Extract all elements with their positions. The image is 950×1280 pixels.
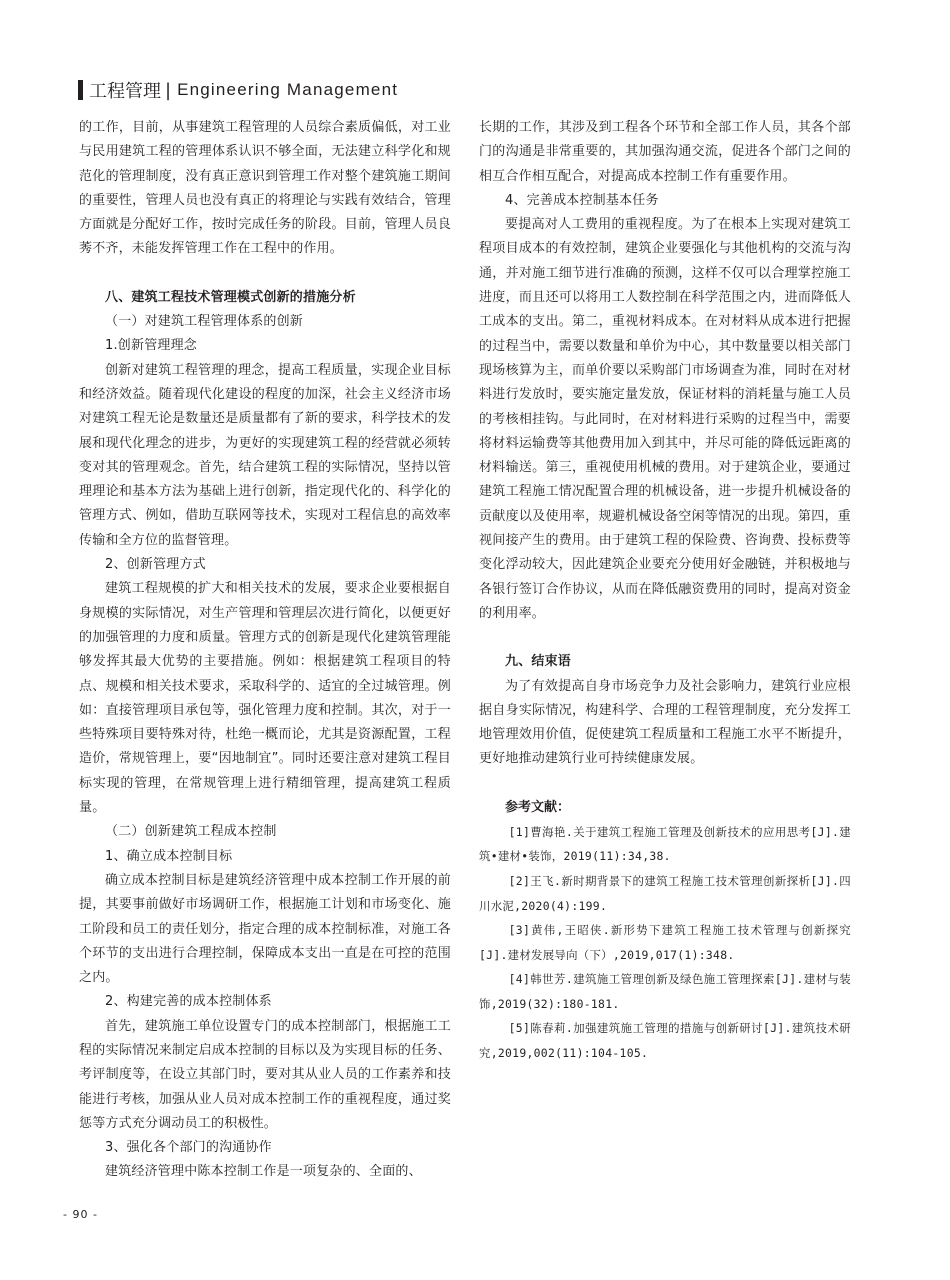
reference-item: [5]陈春莉.加强建筑施工管理的措施与创新研讨[J].建筑技术研究,2019,002(11):104-105.: [479, 1021, 851, 1061]
header-separator: |: [165, 79, 172, 101]
subsection-2-1-title: 1、确立成本控制目标: [105, 848, 233, 864]
paragraph-cost-tasks: 要提高对人工费用的重视程度。为了在根本上实现对建筑工程项目成本的有效控制，建筑企业要强化与其他机构的交流与沟通，并对施工细节进行准确的预测，这样不仅可以合理掌控施工进度，而且还可以将用工人数控制在科学范围之内，进而降低人工成本的支出。第二，重视材料成本。在对材料从成本进行把握的过程当中，需要以数量和单价为中心，其中数量要以相关部门现场核算为主，而单价要以采购部门市场调查为准，同时在对材料进行发放时，要实施定量发放，保证材料的消耗量与施工人员的考核相挂钩。与此同时，在对材料进行采购的过程当中，需要将材料运输费等其他费用加入到其中，并尽可能的降低远距离的材料输送。第三，重视使用机械的费用。对于建筑企业，要通过建筑工程施工情况配置合理的机械设备，进一步提升机械设备的贡献度以及使用率，规避机械设备空闲等情况的出现。第四，重视间接产生的费用。由于建筑工程的保险费、咨询费、投标费等变化浮动较大，因此建筑企业要充分使用好金融链，并积极地与各银行签订合作协议，从而在降低融资费用的同时，提高对资金的利用率。: [479, 217, 851, 621]
paragraph-innovation-concept: 创新对建筑工程管理的理念，提高工程质量，实现企业目标和经济效益。随着现代化建设的程度的加深，社会主义经济市场对建筑工程无论是数量还是质量都有了新的要求，科学技术的发展和现代化理念的进步，为更好的实现建筑工程的经营就必须转变对其的管理观念。首先，结合建筑工程的实际情况，坚持以管理理论和基本方法为基础上进行创新，指定现代化的、科学化的管理方式、例如，借助互联网等技术，实现对工程信息的高效率传输和全方位的监督管理。: [79, 362, 451, 548]
left-column: [79, 116, 451, 1185]
right-column: [479, 116, 851, 1066]
paragraph-communication-start: 建筑经济管理中陈本控制工作是一项复杂的、全面的、: [105, 1164, 422, 1180]
reference-item: [3]黄伟,王昭侠.新形势下建筑工程施工技术管理与创新探究[J].建材发展导向（下）,2019,017(1):348.: [479, 923, 851, 962]
subsection-2-4-title: 4、完善成本控制基本任务: [505, 192, 659, 208]
reference-item: [1]曹海艳.关于建筑工程施工管理及创新技术的应用思考[J].建筑•建材•装饰，2019(11):34,38.: [479, 824, 851, 864]
header-bar-mark: [78, 80, 83, 100]
page-number: - 90 -: [63, 1208, 98, 1221]
subsection-2-title: （二）创新建筑工程成本控制: [105, 824, 277, 840]
section-9-heading: 九、结束语: [505, 654, 572, 670]
paragraph-communication-cont: 长期的工作，其涉及到工程各个环节和全部工作人员，其各个部门的沟通是非常重要的，其加强沟通交流，促进各个部门之间的相互合作相互配合，对提高成本控制工作有重要作用。: [479, 120, 851, 184]
section-8-heading: 八、建筑工程技术管理模式创新的措施分析: [105, 289, 356, 305]
paragraph-conclusion: 为了有效提高自身市场竞争力及社会影响力，建筑行业应根据自身实际情况，构建科学、合理的工程管理制度，充分发挥工地管理效用价值，促使建筑工程质量和工程施工水平不断提升，更好地推动建筑行业可持续健康发展。: [479, 678, 851, 767]
spacer: [79, 262, 451, 286]
paragraph-management-method: 建筑工程规模的扩大和相关技术的发展，要求企业要根据自身规模的实际情况，对生产管理和管理层次进行简化，以便更好的加强管理的力度和质量。管理方式的创新是现代化建筑管理能够发挥其最大优势的主要措施。例如：根据建筑工程项目的特点、规模和相关技术要求，采取科学的、适宜的全过城管理。例如：直接管理项目承包等，强化管理力度和控制。其次，对于一些特殊项目要特殊对待，杜绝一概而论，尤其是资源配置，工程造价，常规管理上，要“因地制宜”。同时还要注意对建筑工程目标实现的管理，在常规管理上进行精细管理，提高建筑工程质量。: [79, 581, 451, 816]
subsection-1-title: （一）对建筑工程管理体系的创新: [105, 314, 304, 330]
paragraph-cost-system: 首先，建筑施工单位设置专门的成本控制部门，根据施工工程的实际情况来制定启成本控制的目标以及为实现目标的任务、考评制度等，在设立其部门时，要对其从业人员的工作素养和技能进行考核，加强从业人员对成本控制工作的重视程度，通过奖惩等方式充分调动员工的积极性。: [79, 1018, 451, 1131]
reference-item: [2]王飞.新时期背景下的建筑工程施工技术管理创新探析[J].四川水泥,2020(4):199.: [479, 873, 851, 913]
spacer: [479, 772, 851, 796]
reference-item: [4]韩世芳.建筑施工管理创新及绿色施工管理探索[J].建材与装饰,2019(32):180-181.: [479, 972, 851, 1011]
subsection-2-2-title: 2、构建完善的成本控制体系: [105, 994, 272, 1010]
subsection-2-3-title: 3、强化各个部门的沟通协作: [105, 1140, 272, 1156]
running-header: [78, 77, 398, 103]
journal-section-title-en: Engineering Management: [177, 80, 399, 99]
paragraph-intro: 的工作，目前，从事建筑工程管理的人员综合素质偏低，对工业与民用建筑工程的管理体系认识不够全面，无法建立科学化和规范化的管理制度，没有真正意识到管理工作对整个建筑施工期间的重要性，管理人员也没有真正的将理论与实践有效结合，管理方面就是分配好工作，按时完成任务的阶段。目前，管理人员良莠不齐，未能发挥管理工作在工程中的作用。: [79, 120, 451, 257]
references-title: 参考文献：: [505, 799, 571, 815]
subsection-1-1-title: 1.创新管理理念: [105, 338, 198, 354]
spacer: [479, 626, 851, 650]
paragraph-cost-target: 确立成本控制目标是建筑经济管理中成本控制工作开展的前提，其要事前做好市场调研工作，根据施工计划和市场变化、施工阶段和员工的责任划分，指定合理的成本控制标准，对施工各个环节的支出进行合理控制，保障成本支出一直是在可控的范围之内。: [79, 872, 451, 986]
journal-section-title-cn: 工程管理: [89, 81, 161, 102]
subsection-1-2-title: 2、创新管理方式: [105, 557, 206, 573]
